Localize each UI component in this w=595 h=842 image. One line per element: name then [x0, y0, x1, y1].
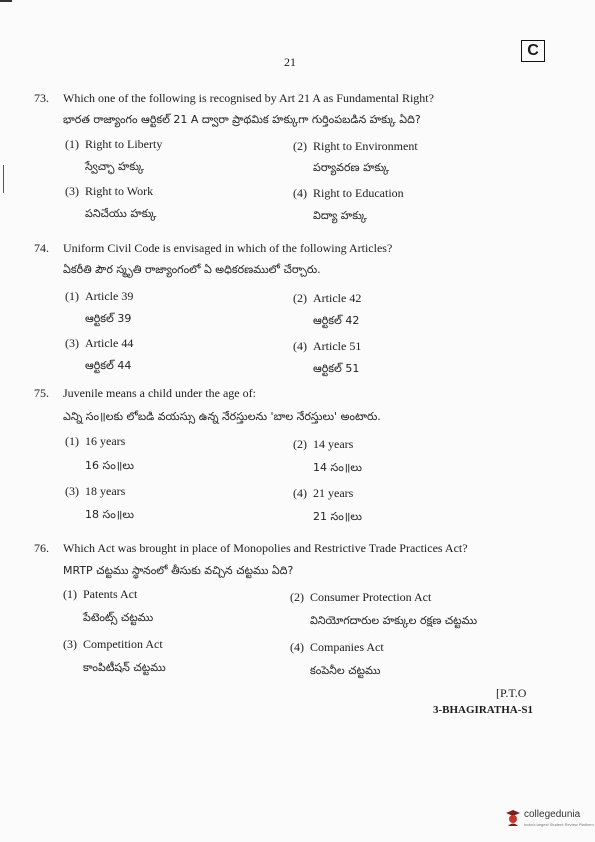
option-num: (2) — [293, 139, 307, 153]
option-en: Companies Act — [310, 640, 384, 654]
option-en: Right to Work — [85, 184, 154, 198]
option-te: ఆర్టికల్ 42 — [313, 314, 360, 327]
logo-tagline: India's largest Student Review Platform — [524, 822, 594, 827]
option-te: 18 సం॥లు — [85, 508, 134, 521]
option-num: (4) — [293, 486, 307, 500]
option-en: 16 years — [85, 434, 126, 448]
option-te: పనిచేయు హక్కు — [85, 207, 157, 220]
option-en: Article 42 — [313, 291, 362, 305]
option-num: (4) — [290, 640, 304, 654]
option-te: పర్యావరణ హక్కు — [313, 161, 390, 174]
option-num: (4) — [293, 186, 307, 200]
option-te: 14 సం॥లు — [313, 461, 362, 474]
question-text-te: ఏకరీతి పౌర స్మృతి రాజ్యాంగంలో ఏ అధికరణములో చేర్చారు. — [63, 263, 321, 276]
option-en: Article 39 — [85, 289, 134, 303]
series-code: 3-BHAGIRATHA-S1 — [433, 704, 534, 716]
option-en: 21 years — [313, 486, 354, 500]
option-te: 21 సం॥లు — [313, 510, 362, 523]
question-number: 76. — [34, 541, 49, 555]
question-text-en: Which Act was brought in place of Monopolies and Restrictive Trade Practices Act? — [63, 541, 468, 555]
corner-mark — [0, 0, 12, 2]
option-en: Article 51 — [313, 339, 362, 353]
pto-label: [P.T.O — [496, 686, 527, 700]
option-te: కంపెనీల చట్టము — [310, 664, 381, 677]
collegedunia-logo — [505, 805, 595, 835]
option-en: Right to Liberty — [85, 137, 163, 151]
option-te: ఆర్టికల్ 51 — [313, 362, 360, 375]
question-text-te: ఎన్ని సం॥లకు లోబడి వయస్సు ఉన్న నేరస్తులను 'బాల నేరస్తులు' అంటారు. — [63, 410, 381, 423]
option-num: (2) — [293, 291, 307, 305]
margin-line — [3, 165, 4, 193]
option-en: Consumer Protection Act — [310, 590, 432, 604]
question-text-en: Juvenile means a child under the age of: — [63, 386, 256, 400]
logo-brand: collegedunia — [524, 809, 581, 820]
option-en: Competition Act — [83, 637, 163, 651]
option-num: (3) — [63, 637, 77, 651]
option-num: (1) — [63, 587, 77, 601]
option-num: (3) — [65, 336, 79, 350]
option-te: ఆర్టికల్ 39 — [85, 312, 132, 325]
option-num: (1) — [65, 137, 79, 151]
option-te: పేటెంట్స్ చట్టము — [83, 611, 154, 624]
option-num: (3) — [65, 484, 79, 498]
option-te: స్వేచ్ఛా హక్కు — [85, 160, 145, 173]
option-num: (2) — [293, 437, 307, 451]
option-num: (1) — [65, 434, 79, 448]
option-en: 14 years — [313, 437, 354, 451]
question-text-te: భారత రాజ్యాంగం ఆర్టికల్ 21 A ద్వారా ప్రాథమిక హక్కుగా గుర్తింపబడిన హక్కు ఏది? — [63, 113, 421, 126]
option-en: Right to Education — [313, 186, 404, 200]
question-text-en: Uniform Civil Code is envisaged in which of the following Articles? — [63, 241, 393, 255]
question-number: 75. — [34, 386, 49, 400]
option-num: (1) — [65, 289, 79, 303]
option-en: Article 44 — [85, 336, 134, 350]
question-text-en: Which one of the following is recognised by Art 21 A as Fundamental Right? — [63, 91, 434, 105]
option-num: (2) — [290, 590, 304, 604]
set-code-box: C — [521, 40, 545, 62]
option-en: Patents Act — [83, 587, 138, 601]
option-num: (4) — [293, 339, 307, 353]
option-te: ఆర్టికల్ 44 — [85, 359, 132, 372]
question-number: 74. — [34, 241, 49, 255]
option-en: 18 years — [85, 484, 126, 498]
option-te: కాంపిటీషన్ చట్టము — [83, 661, 166, 674]
option-num: (3) — [65, 184, 79, 198]
option-te: వినియోగదారుల హక్కుల రక్షణ చట్టము — [310, 614, 478, 627]
option-te: 16 సం॥లు — [85, 459, 134, 472]
question-number: 73. — [34, 91, 49, 105]
option-en: Right to Environment — [313, 139, 418, 153]
question-text-te: MRTP చట్టము స్థానంలో తీసుకు వచ్చిన చట్టము ఏది? — [63, 564, 294, 577]
option-te: విద్యా హక్కు — [313, 209, 367, 222]
page-number: 21 — [284, 55, 296, 69]
graduate-cap-icon — [505, 809, 521, 827]
